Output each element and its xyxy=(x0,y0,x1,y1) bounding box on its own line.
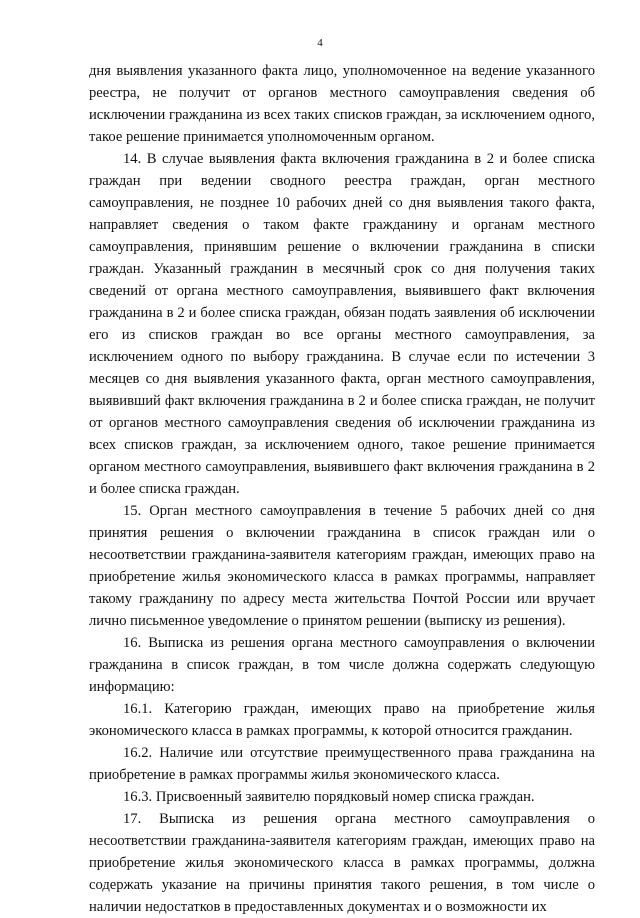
paragraph-16-1: 16.1. Категорию граждан, имеющих право на приобретение жилья экономического класса в рамках программы, к которой относится гражданин. xyxy=(89,701,595,739)
paragraph-continuation: дня выявления указанного факта лицо, уполномоченное на ведение указанного реестра, не получит от органов местного самоуправления сведения об исключении гражданина из всех таких списков граждан, за исключением одного, такое решение принимается уполномоченным органом. xyxy=(89,63,595,145)
page-number: 4 xyxy=(317,37,323,49)
paragraph-17: 17. Выписка из решения органа местного самоуправления о несоответствии гражданина-заявителя категориям граждан, имеющих право на приобретение жилья экономического класса в рамках программы, должна содержать указание на причины принятия такого решения, в том числе о наличии недостатков в предоставленных документах и о возможности их xyxy=(89,811,595,915)
paragraph-15: 15. Орган местного самоуправления в течение 5 рабочих дней со дня принятия решения о включении гражданина в список граждан или о несоответствии гражданина-заявителя категориям граждан, имеющих право на приобретение жилья экономического класса в рамках программы, направляет такому гражданину по адресу места жительства Почтой России или вручает лично письменное уведомление о принятом решении (выписку из решения). xyxy=(89,503,595,629)
paragraph-16-2: 16.2. Наличие или отсутствие преимущественного права гражданина на приобретение в рамках программы жилья экономического класса. xyxy=(89,745,595,783)
document-body xyxy=(89,60,595,918)
paragraph-16-3: 16.3. Присвоенный заявителю порядковый номер списка граждан. xyxy=(123,789,535,805)
paragraph-14: 14. В случае выявления факта включения гражданина в 2 и более списка граждан при ведении сводного реестра граждан, орган местного самоуправления, не позднее 10 рабочих дней со дня выявления такого факта, направляет сведения о таком факте гражданину и органам местного самоуправления, принявшим решение о включении гражданина в списки граждан. Указанный гражданин в месячный срок со дня получения таких сведений от органа местного самоуправления, выявившего факт включения гражданина в 2 и более списка граждан, обязан подать заявления об исключении его из списков граждан во все органы местного самоуправления, за исключением одного по выбору гражданина. В случае если по истечении 3 месяцев со дня выявления указанного факта, орган местного самоуправления, выявивший факт включения гражданина в 2 и более списка граждан, не получит от органов местного самоуправления сведения об исключении гражданина из всех списков граждан, за исключением одного, такое решение принимается органом местного самоуправления, выявившего факт включения гражданина в 2 и более списка граждан. xyxy=(89,151,595,497)
paragraph-16: 16. Выписка из решения органа местного самоуправления о включении гражданина в список граждан, в том числе должна содержать следующую информацию: xyxy=(89,635,595,695)
